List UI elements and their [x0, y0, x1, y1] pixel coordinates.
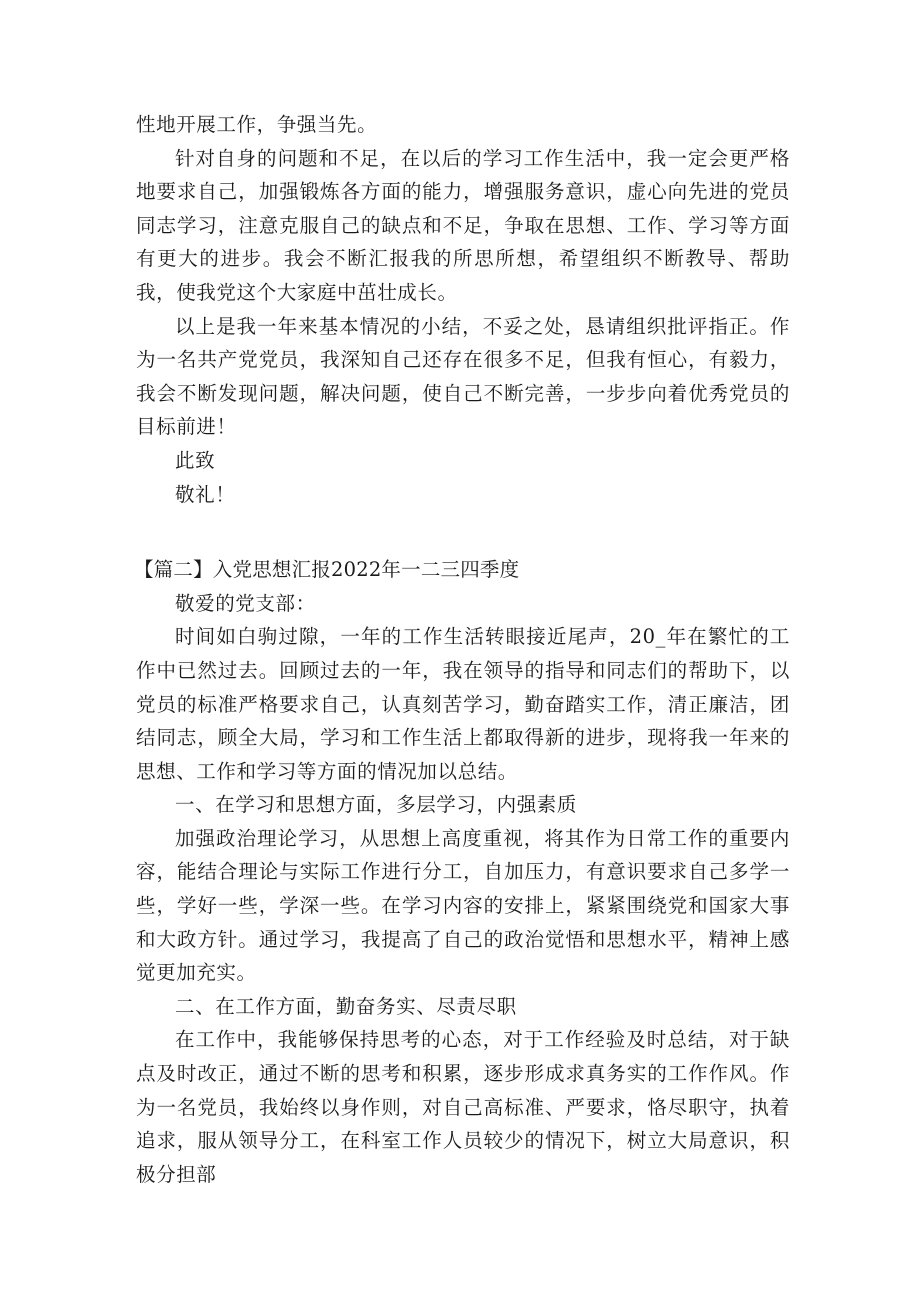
paragraph-improvement: 针对自身的问题和不足，在以后的学习工作生活中，我一定会更严格地要求自己，加强锻炼各方面的能力，增强服务意识，虚心向先进的党员同志学习，注意克服自己的缺点和不足，争取在思想、工作、学习等方面有更大的进步。我会不断汇报我的所思所想，希望组织不断教导、帮助我，使我党这个大家庭中茁壮成长。 [136, 146, 790, 304]
paragraph-summary: 以上是我一年来基本情况的小结，不妥之处，恳请组织批评指正。作为一名共产党党员，我深知自己还存在很多不足，但我有恒心，有毅力，我会不断发现问题，解决问题，使自己不断完善，一步步向着优秀党员的目标前进！ [136, 314, 790, 439]
paragraph-continuation: 性地开展工作，争强当先。 [136, 113, 378, 136]
paragraph-work: 在工作中，我能够保持思考的心态，对于工作经验及时总结，对于缺点及时改正，通过不断的思考和积累，逐步形成求真务实的工作作风。作为一名党员，我始终以身作则，对自己高标准、严要求，恪尽职守，执着追求，服从领导分工，在科室工作人员较少的情况下，树立大局意识，积极分担部 [136, 1028, 790, 1186]
paragraph-study: 加强政治理论学习，从思想上高度重视，将其作为日常工作的重要内容，能结合理论与实际工作进行分工，自加压力，有意识要求自己多学一些，学好一些，学深一些。在学习内容的安排上，紧紧围绕党和国家大事和大政方针。通过学习，我提高了自己的政治觉悟和思想水平，精神上感觉更加充实。 [136, 826, 790, 985]
closing-salutation: 此致 [175, 448, 216, 472]
closing-regards: 敬礼！ [175, 482, 236, 506]
subheading-study: 一、在学习和思想方面，多层学习，内强素质 [175, 793, 578, 817]
document-page [136, 108, 790, 1191]
paragraph-intro: 时间如白驹过隙，一年的工作生活转眼接近尾声，20_年在繁忙的工作中已然过去。回顾过去的一年，我在领导的指导和同志们的帮助下，以党员的标准严格要求自己，认真刻苦学习，勤奋踏实工作，清正廉洁，团结同志，顾全大局，学习和工作生活上都取得新的进步，现将我一年来的思想、工作和学习等方面的情况加以总结。 [136, 625, 790, 783]
subheading-work: 二、在工作方面，勤奋务实、尽责尽职 [175, 994, 517, 1018]
section-heading: 【篇二】入党思想汇报2022年一二三四季度 [134, 558, 520, 582]
greeting: 敬爱的党支部： [175, 591, 316, 615]
